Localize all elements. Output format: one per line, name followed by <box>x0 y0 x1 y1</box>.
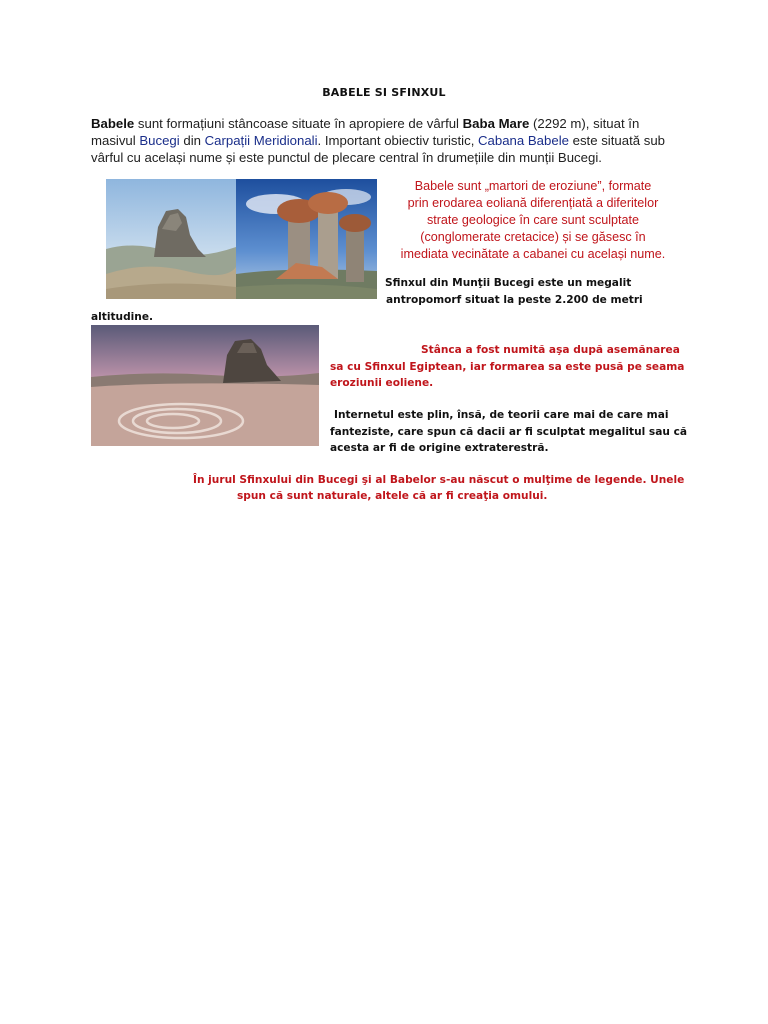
text-line: Internetul este plin, însă, de teorii care mai de care mai <box>334 409 669 421</box>
text-line: sa cu Sfinxul Egiptean, iar formarea sa este pusă pe seama <box>330 360 685 373</box>
text-line: eroziunii eoliene. <box>330 377 434 389</box>
sphinx-photo-small <box>106 179 236 299</box>
intro-text: (2292 m), situat în masivul <box>91 116 640 148</box>
sfinx-origin-paragraph <box>330 342 690 392</box>
text-line: acesta ar fi de origine extraterestră. <box>330 442 549 454</box>
link-cabana-babele[interactable]: Cabana Babele <box>478 133 569 148</box>
sfinx-line-2: antropomorf situat la peste 2.200 de metri <box>386 294 643 306</box>
sphinx-photo-large <box>91 325 319 446</box>
intro-text: din <box>179 133 205 148</box>
babele-photo <box>236 179 377 299</box>
intro-text: sunt formațiuni stâncoase situate în apropiere de vârful <box>134 116 463 131</box>
intro-text: este situată sub vârful cu același nume și este punctul de plecare central în drumețiile din munții Bucegi. <box>91 133 665 165</box>
term-babele: Babele <box>91 116 135 131</box>
text-line: Stânca a fost numită aşa după asemănarea <box>421 344 680 356</box>
link-bucegi[interactable]: Bucegi <box>139 133 180 148</box>
sfinx-line-3: altitudine. <box>91 311 154 323</box>
term-baba-mare: Baba Mare <box>462 116 530 131</box>
intro-paragraph <box>91 115 671 166</box>
text-line: imediata vecinătate a cabanei cu același nume. <box>400 247 666 261</box>
text-line: Babele sunt „martori de eroziune”, formate <box>414 179 652 193</box>
sfinx-theories-paragraph <box>330 407 690 457</box>
link-carpatii-meridionali[interactable]: Carpații Meridionali <box>204 133 318 148</box>
document-title: BABELE SI SFINXUL <box>322 86 446 99</box>
text-line: (conglomerate cretacice) și se găsesc în <box>420 230 646 244</box>
text-line: strate geologice în care sunt sculptate <box>426 213 640 227</box>
text-line: prin erodarea eoliană diferențiată a diferitelor <box>407 196 659 210</box>
sfinx-line-1: Sfinxul din Munţii Bucegi este un megalit <box>385 277 632 289</box>
legend-line-1: În jurul Sfinxului din Bucegi şi al Babelor s-au născut o mulţime de legende. Unele <box>193 474 685 486</box>
babele-note <box>378 178 688 263</box>
legend-line-2: spun că sunt naturale, altele că ar fi creaţia omului. <box>237 490 548 502</box>
intro-text: . Important obiectiv turistic, <box>317 133 479 148</box>
text-line: fanteziste, care spun că dacii ar fi sculptat megalitul sau că <box>330 425 688 438</box>
